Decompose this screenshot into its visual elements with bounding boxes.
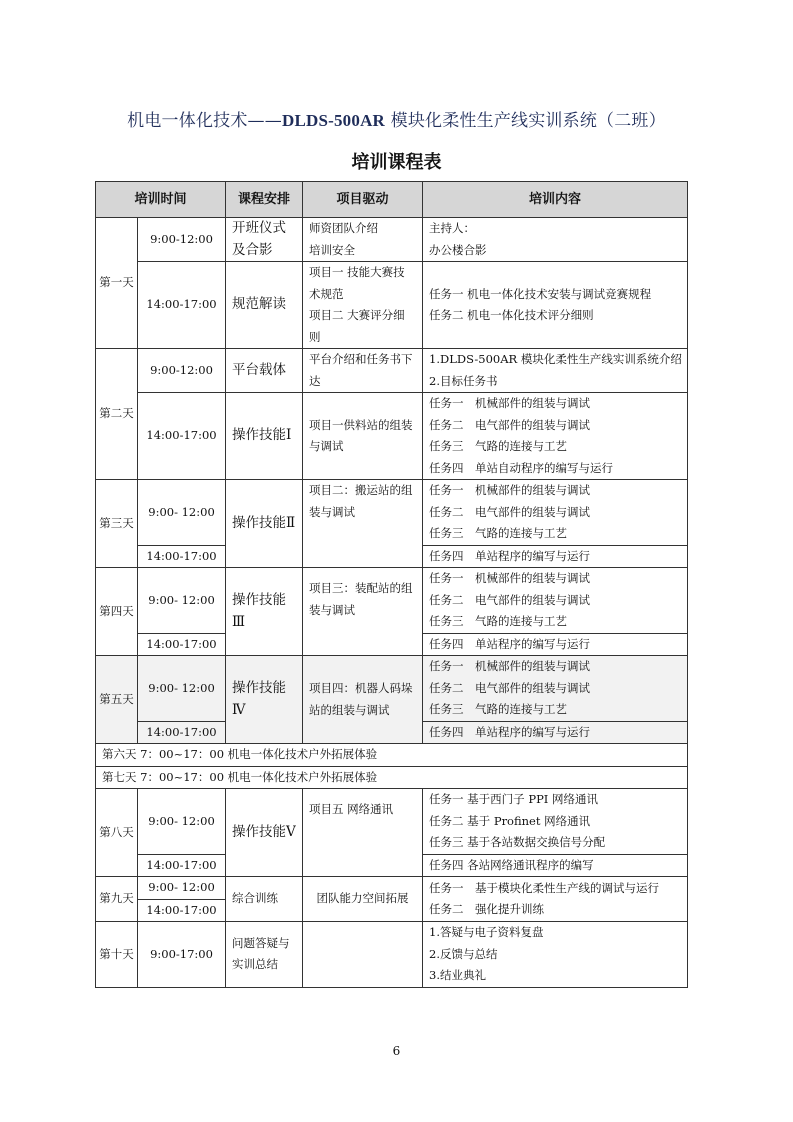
project-cell: 师资团队介绍 培训安全 [303,218,423,262]
time-cell: 9:00-12:00 [138,218,226,262]
table-row [96,789,688,855]
course-cell: 操作技能Ⅱ [226,480,303,568]
time-cell: 14:00-17:00 [138,545,226,568]
content-cell: 1.答疑与电子资料复盘 2.反馈与总结 3.结业典礼 [423,922,688,988]
project-cell [303,922,423,988]
time-cell: 9:00-17:00 [138,922,226,988]
header-row [96,182,688,218]
project-cell: 项目五 网络通讯 [303,789,423,877]
project-cell: 项目一 技能大赛技术规范 项目二 大赛评分细则 [303,262,423,349]
course-cell: 操作技能Ⅰ [226,393,303,480]
content-cell: 任务四 单站程序的编写与运行 [423,545,688,568]
content-cell: 任务一 机械部件的组装与调试 任务二 电气部件的组装与调试 任务三 气路的连接与工艺 [423,480,688,546]
table-row [96,744,688,767]
time-cell: 9:00- 12:00 [138,877,226,900]
table-row [96,656,688,722]
day-cell: 第五天 [96,656,138,744]
project-cell: 项目四：机器人码垛站的组装与调试 [303,656,423,744]
table-row [96,393,688,480]
time-cell: 14:00-17:00 [138,633,226,656]
title-model: DLDS-500AR [281,111,386,130]
full-width-cell: 第六天 7：00~17：00 机电一体化技术户外拓展体验 [96,744,688,767]
header-time: 培训时间 [96,182,226,218]
time-cell: 14:00-17:00 [138,262,226,349]
time-cell: 9:00- 12:00 [138,568,226,634]
title-suffix: 模块化柔性生产线实训系统（二班） [385,111,666,131]
schedule-heading: 培训课程表 [351,152,442,173]
header-course: 课程安排 [226,182,303,218]
project-cell: 团队能力空间拓展 [303,877,423,922]
page-number: 6 [392,1044,401,1058]
course-cell: 操作技能Ⅲ [226,568,303,656]
header-project: 项目驱动 [303,182,423,218]
content-cell: 任务四 各站网络通讯程序的编写 [423,854,688,877]
table-row [96,349,688,393]
project-cell: 项目三：装配站的组装与调试 [303,568,423,656]
project-cell: 平台介绍和任务书下达 [303,349,423,393]
content-cell: 1.DLDS-500AR 模块化柔性生产线实训系统介绍 2.目标任务书 [423,349,688,393]
header-content: 培训内容 [423,182,688,218]
day-cell: 第三天 [96,480,138,568]
content-cell: 主持人： 办公楼合影 [423,218,688,262]
time-cell: 9:00-12:00 [138,349,226,393]
project-cell: 项目一供料站的组装与调试 [303,393,423,480]
course-cell: 综合训练 [226,877,303,922]
table-row [96,766,688,789]
content-cell: 任务一 机械部件的组装与调试 任务二 电气部件的组装与调试 任务三 气路的连接与工艺 [423,568,688,634]
content-cell: 任务一 基于西门子 PPI 网络通讯 任务二 基于 Profinet 网络通讯 任务三 基于各站数据交换信号分配 [423,789,688,855]
course-cell: 操作技能Ⅴ [226,789,303,877]
table-row [96,922,688,988]
course-cell: 规范解读 [226,262,303,349]
table-row [96,480,688,546]
content-cell: 任务四 单站程序的编写与运行 [423,633,688,656]
table-row [96,218,688,262]
course-cell: 操作技能Ⅳ [226,656,303,744]
day-cell: 第四天 [96,568,138,656]
table-row [96,568,688,634]
day-cell: 第八天 [96,789,138,877]
time-cell: 9:00- 12:00 [138,789,226,855]
time-cell: 9:00- 12:00 [138,480,226,546]
day-cell: 第九天 [96,877,138,922]
course-cell: 平台载体 [226,349,303,393]
table-row [96,262,688,349]
document-title [0,106,793,131]
time-cell: 14:00-17:00 [138,899,226,922]
table-row [96,877,688,900]
title-prefix: 机电一体化技术—— [127,111,282,131]
content-cell: 任务一 机械部件的组装与调试 任务二 电气部件的组装与调试 任务三 气路的连接与工艺 [423,656,688,722]
day-cell: 第二天 [96,349,138,480]
content-cell: 任务四 单站程序的编写与运行 [423,721,688,744]
content-cell: 任务一 机电一体化技术安装与调试竞赛规程 任务二 机电一体化技术评分细则 [423,262,688,349]
full-width-cell: 第七天 7：00~17：00 机电一体化技术户外拓展体验 [96,766,688,789]
day-cell: 第十天 [96,922,138,988]
course-cell: 问题答疑与实训总结 [226,922,303,988]
time-cell: 14:00-17:00 [138,721,226,744]
day-cell: 第一天 [96,218,138,349]
content-cell: 任务一 基于模块化柔性生产线的调试与运行 任务二 强化提升训练 [423,877,688,922]
training-schedule-table [95,181,688,988]
time-cell: 14:00-17:00 [138,393,226,480]
course-cell: 开班仪式及合影 [226,218,303,262]
time-cell: 9:00- 12:00 [138,656,226,722]
time-cell: 14:00-17:00 [138,854,226,877]
content-cell: 任务一 机械部件的组装与调试 任务二 电气部件的组装与调试 任务三 气路的连接与工艺 任务四 单站自动程序的编写与运行 [423,393,688,480]
project-cell: 项目二：搬运站的组装与调试 [303,480,423,568]
